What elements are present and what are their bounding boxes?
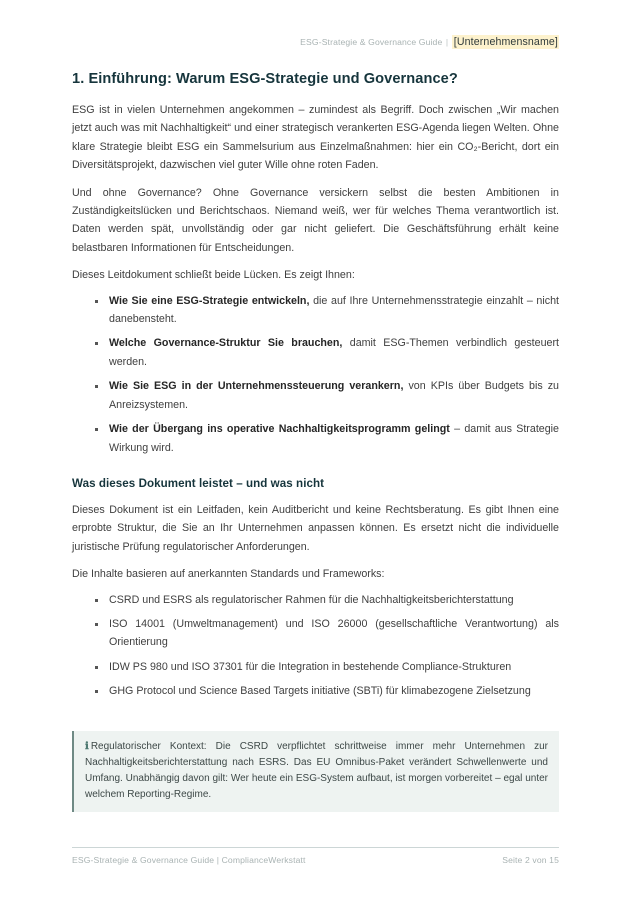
subsection-title: Was dieses Dokument leistet – und was nicht <box>72 476 325 490</box>
header-guide-title: ESG-Strategie & Governance Guide <box>300 37 443 47</box>
list-item <box>72 377 559 414</box>
list-item: IDW PS 980 und ISO 37301 für die Integration in bestehende Compliance-Strukturen <box>72 658 559 676</box>
promise-lead: Wie Sie ESG in der Unternehmenssteuerung verankern, <box>109 380 404 393</box>
list-item: CSRD und ESRS als regulatorischer Rahmen für die Nachhaltigkeitsberichterstattung <box>72 591 559 609</box>
promise-lead: Wie der Übergang ins operative Nachhaltigkeitsprogramm gelingt <box>109 423 450 436</box>
regulatory-context-callout <box>72 731 559 813</box>
standards-list <box>72 591 559 701</box>
info-icon: ℹ <box>85 740 89 752</box>
page-title: 1. Einführung: Warum ESG-Strategie und Governance? <box>72 71 458 87</box>
running-header <box>72 0 559 48</box>
list-item <box>72 292 559 329</box>
footer-left-text: ESG-Strategie & Governance Guide | ComplianceWerkstatt <box>72 855 306 865</box>
list-item: ISO 14001 (Umweltmanagement) und ISO 26000 (gesellschaftliche Verantwortung) als Orientierung <box>72 615 559 652</box>
scope-paragraph: Dieses Dokument ist ein Leitfaden, kein Auditbericht und keine Rechtsberatung. Es gibt Ihnen eine erprobte Struktur, die Sie an Ihr Unternehmen anpassen können. Es ersetzt nicht die individuelle juristische Prüfung regulatorischer Anforderungen. <box>72 503 559 553</box>
footer-divider <box>72 847 559 848</box>
list-item: GHG Protocol und Science Based Targets initiative (SBTi) für klimabezogene Zielsetzung <box>72 682 559 700</box>
promise-rest: von KPIs über Budgets bis zu Anreizsystemen. <box>109 380 559 411</box>
list-item <box>72 334 559 371</box>
promise-rest: die auf Ihre Unternehmensstrategie einzahlt – nicht danebensteht. <box>109 294 559 326</box>
footer-page-number: Seite 2 von 15 <box>502 855 559 865</box>
promise-rest: damit ESG-Themen verbindlich gesteuert werden. <box>109 337 559 368</box>
promises-list <box>72 292 559 457</box>
running-footer <box>72 847 559 865</box>
header-company-placeholder: [Unternehmensname] <box>453 36 558 48</box>
promise-lead: Wie Sie eine ESG-Strategie entwickeln, <box>109 294 310 307</box>
header-separator: | <box>445 37 449 47</box>
standards-intro: Die Inhalte basieren auf anerkannten Standards und Frameworks: <box>72 568 385 581</box>
promise-rest: – damit aus Strategie Wirkung wird. <box>109 423 559 454</box>
intro-paragraph-2: Und ohne Governance? Ohne Governance versickern selbst die besten Ambitionen in Zuständigkeitslücken und Berichtschaos. Niemand weiß, wer für welches Thema verantwortlich ist. Daten werden spät, unvollständig oder gar nicht geliefert. Die Geschäftsführung erhält keine belastbaren Informationen für Entscheidungen. <box>72 186 559 254</box>
list-item <box>72 420 559 457</box>
intro-paragraph-1: ESG ist in vielen Unternehmen angekommen – zumindest als Begriff. Doch zwischen „Wir machen jetzt auch was mit Nachhaltigkeit“ und einer strategisch verankerten ESG-Agenda liegen Welten. Ohne klare Strategie bleibt ESG ein Sammelsurium aus Einzelmaßnahmen: hier ein CO₂-Bericht, dort ein Diversitätsprojekt, dazwischen viel guter Wille ohne roten Faden. <box>72 104 559 172</box>
promise-lead: Welche Governance-Struktur Sie brauchen, <box>109 337 343 350</box>
callout-text: Regulatorischer Kontext: Die CSRD verpflichtet schrittweise immer mehr Unternehmen zur Nachhaltigkeitsberichterstattung nach ESRS. Das EU Omnibus-Paket verändert Schwellenwerte und Umfang. Unabhängig davon gilt: Wer heute ein ESG-System aufbaut, ist morgen vorbereitet – egal unter welchem Reporting-Regime. <box>85 740 548 801</box>
intro-paragraph-3: Dieses Leitdokument schließt beide Lücken. Es zeigt Ihnen: <box>72 269 355 282</box>
